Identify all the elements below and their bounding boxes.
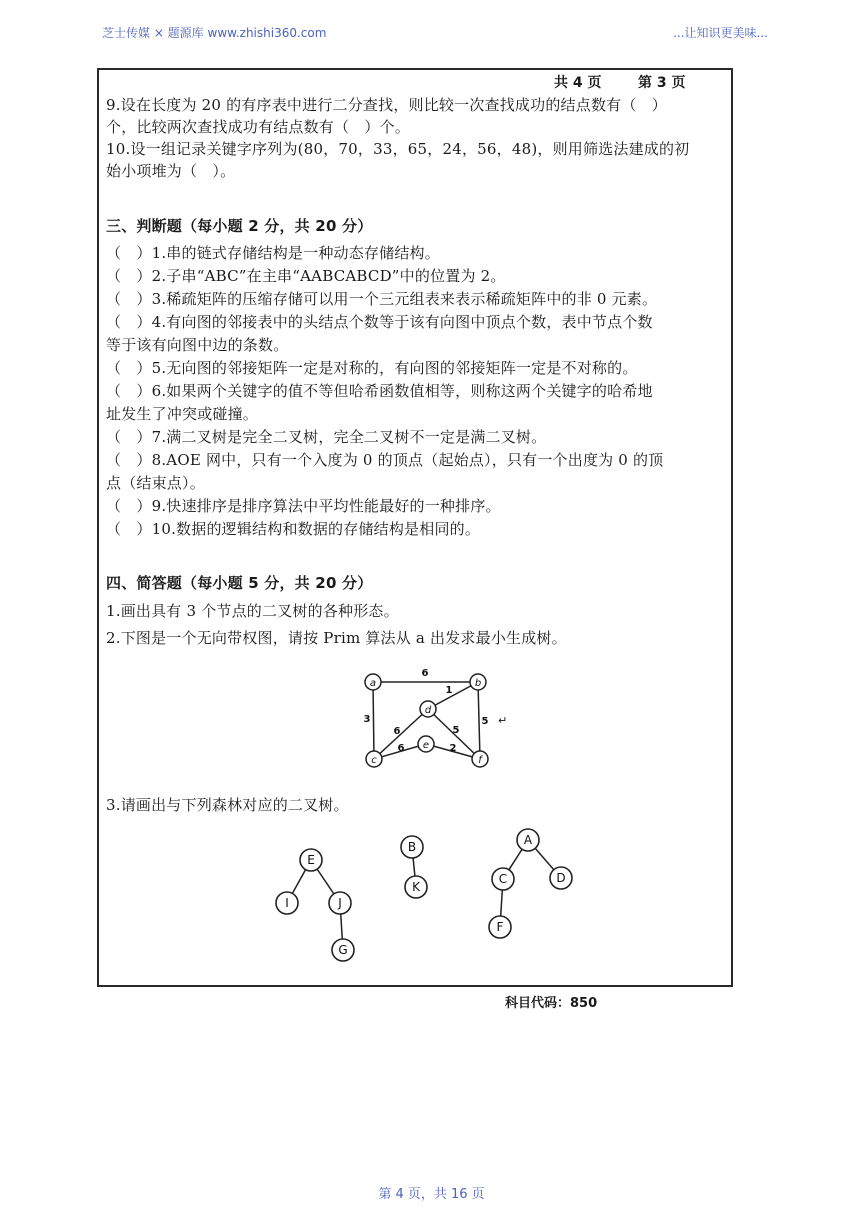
judge-line: （ ）3.稀疏矩阵的压缩存储可以用一个三元组表来表示稀疏矩阵中的非 0 元素。 <box>106 290 658 308</box>
judge-line: （ ）4.有向图的邻接表中的头结点个数等于该有向图中顶点个数，表中节点个数 <box>106 313 653 331</box>
edge-weight: 3 <box>363 714 371 725</box>
question-3: 3.请画出与下列森林对应的二叉树。 <box>106 796 349 814</box>
section3-title: 三、判断题（每小题 2 分，共 20 分） <box>106 217 373 235</box>
graph-node-label: c <box>371 755 377 766</box>
graph-node-label: a <box>369 678 377 689</box>
edge-weight: 2 <box>449 743 457 754</box>
forest-node-label: B <box>407 840 417 854</box>
forest-node-label: J <box>338 896 342 910</box>
page-footer: 第 4 页，共 16 页 <box>378 1187 485 1202</box>
graph-node-label: e <box>422 740 430 751</box>
page-current: 第 3 页 <box>638 75 686 91</box>
page-total: 共 4 页 <box>554 75 602 91</box>
judge-line: （ ）10.数据的逻辑结构和数据的存储结构是相同的。 <box>106 520 481 538</box>
fill-blank-line: 个，比较两次查找成功有结点数有（ ）个。 <box>106 118 411 136</box>
edge-weight: 6 <box>421 668 429 679</box>
judge-line: （ ）5.无向图的邻接矩阵一定是对称的，有向图的邻接矩阵一定是不对称的。 <box>106 359 638 377</box>
question-2: 2.下图是一个无向带权图，请按 Prim 算法从 a 出发求最小生成树。 <box>106 629 567 647</box>
judge-line: （ ）8.AOE 网中，只有一个入度为 0 的顶点（起始点），只有一个出度为 0 的顶 <box>106 451 664 469</box>
forest-node-label: G <box>338 943 348 957</box>
fill-blank-line: 9.设在长度为 20 的有序表中进行二分查找，则比较一次查找成功的结点数有（ ） <box>106 96 667 114</box>
edge-weight: 1 <box>445 685 453 696</box>
graph-node-label: b <box>474 678 482 689</box>
subject-code: 科目代码：850 <box>505 996 598 1011</box>
judge-line: 址发生了冲突或碰撞。 <box>106 405 259 423</box>
forest-diagram <box>265 820 585 970</box>
judge-line: （ ）9.快速排序是排序算法中平均性能最好的一种排序。 <box>106 497 501 515</box>
forest-node-label: I <box>285 896 289 910</box>
judge-line: 点（结束点）。 <box>106 474 205 492</box>
judge-line: （ ）2.子串“ABC”在主串“AABCABCD”中的位置为 2。 <box>106 267 506 285</box>
forest-node-label: F <box>496 920 504 934</box>
section4-title: 四、简答题（每小题 5 分，共 20 分） <box>106 574 373 592</box>
judge-line: （ ）7.满二叉树是完全二叉树，完全二叉树不一定是满二叉树。 <box>106 428 547 446</box>
weighted-graph <box>355 660 525 775</box>
forest-node-label: K <box>412 880 420 894</box>
forest-node-label: E <box>307 853 315 867</box>
fill-blank-line: 10.设一组记录关键字序列为(80，70，33，65，24，56，48)，则用筛选法建成的初 <box>106 140 690 158</box>
graph-node-label: d <box>424 705 432 716</box>
header-left: 芝士传媒 × 题源库 www.zhishi360.com <box>102 26 327 40</box>
graph-node-label: f <box>478 755 482 766</box>
edge-weight: 5 <box>452 725 460 736</box>
question-1: 1.画出具有 3 个节点的二叉树的各种形态。 <box>106 602 399 620</box>
forest-node-label: D <box>556 871 566 885</box>
forest-node-label: C <box>498 872 508 886</box>
judge-line: 等于该有向图中边的条数。 <box>106 336 289 354</box>
fill-blank-line: 始小项堆为（ ）。 <box>106 162 236 180</box>
edge-weight: 6 <box>397 743 405 754</box>
edge-weight: 6 <box>393 726 401 737</box>
judge-line: （ ）1.串的链式存储结构是一种动态存储结构。 <box>106 244 440 262</box>
header-right: ...让知识更美味... <box>673 26 768 40</box>
arrow-mark: ↵ <box>498 714 508 727</box>
edge-weight: 5 <box>481 716 489 727</box>
judge-line: （ ）6.如果两个关键字的值不等但哈希函数值相等，则称这两个关键字的哈希地 <box>106 382 653 400</box>
forest-node-label: A <box>523 833 533 847</box>
